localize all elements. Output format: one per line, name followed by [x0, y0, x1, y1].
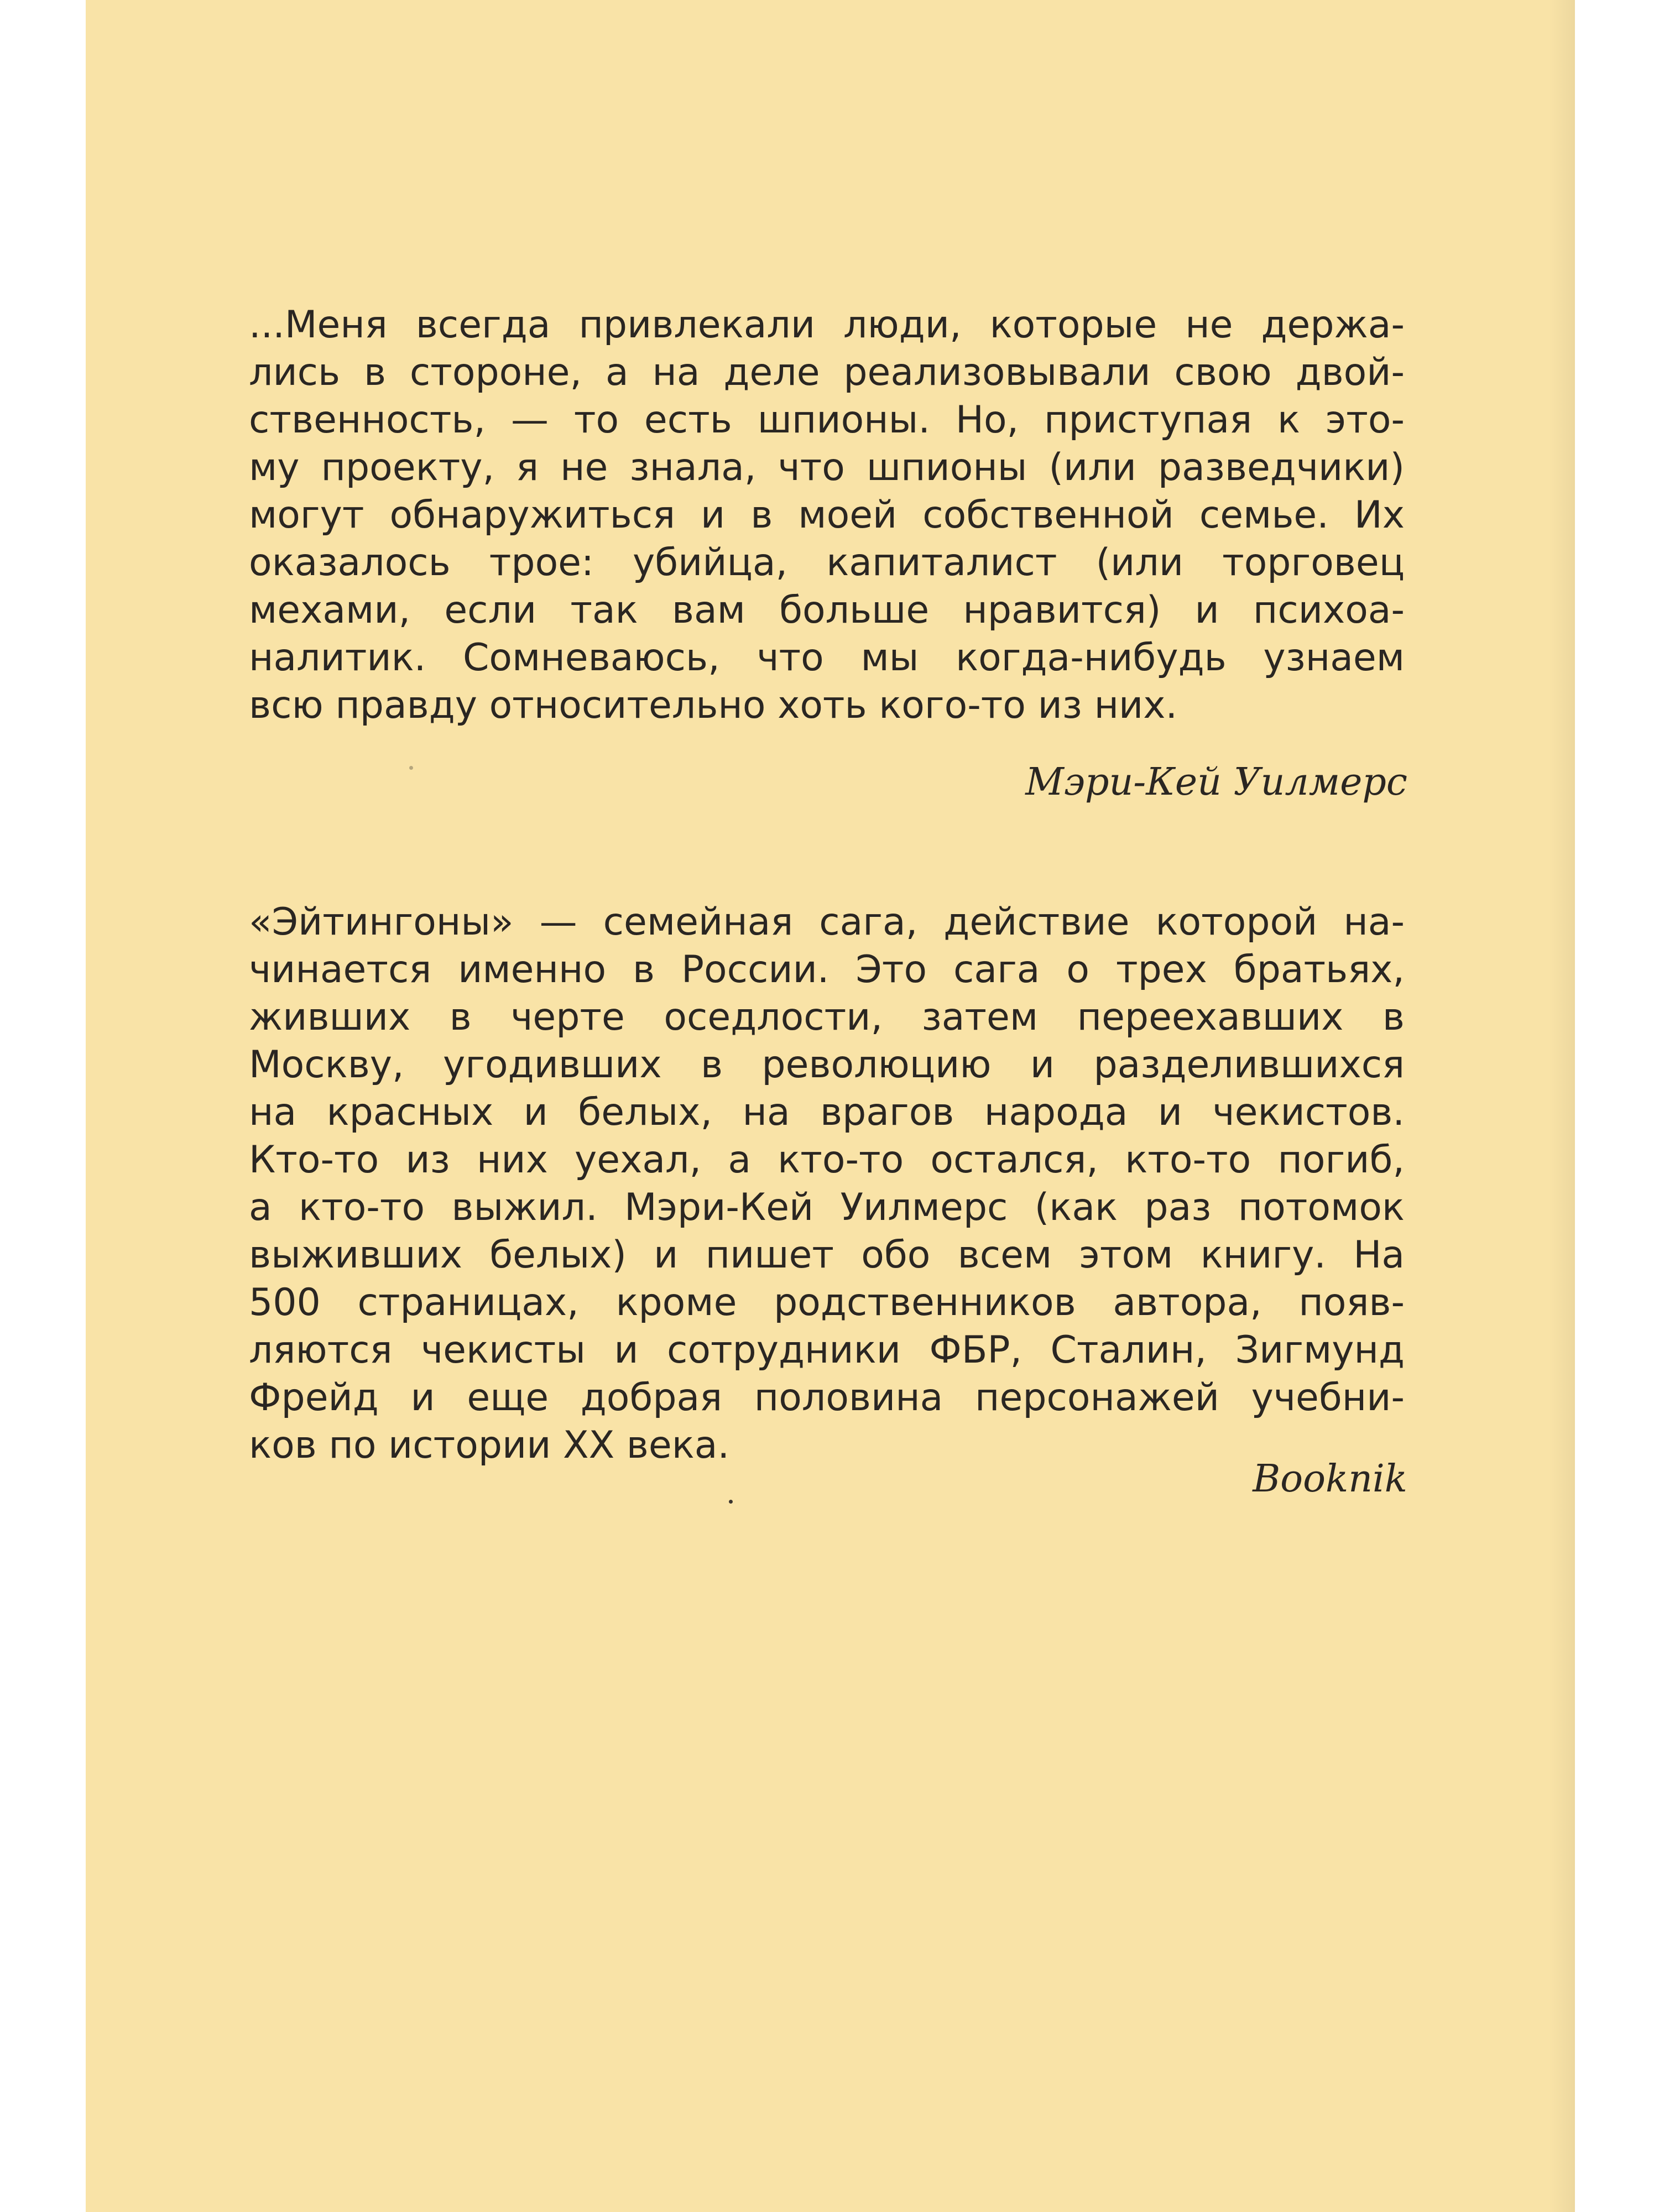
review-line: Фрейд и еще добрая половина персонажей учебни-: [249, 1376, 1405, 1420]
quote-line: ственность, — то есть шпионы. Но, приступая к это-: [249, 398, 1405, 442]
quote-author: Мэри-Кей Уилмерс: [1025, 760, 1407, 804]
review-line: выживших белых) и пишет обо всем этом книгу. На: [249, 1233, 1405, 1277]
review-line: ков по истории XX века.: [249, 1423, 730, 1467]
print-speck: [729, 1500, 733, 1504]
review-line: ляются чекисты и сотрудники ФБР, Сталин, Зигмунд: [249, 1328, 1405, 1372]
review-line: «Эйтингоны» — семейная сага, действие которой на-: [249, 900, 1405, 944]
print-speck: [409, 766, 413, 770]
review-line: 500 страницах, кроме родственников автора, появ-: [249, 1281, 1405, 1324]
review-source: Booknik: [1253, 1457, 1407, 1501]
review-line: чинается именно в России. Это сага о трех братьях,: [249, 948, 1405, 992]
review-paragraph: [249, 899, 1405, 1469]
quote-line: лись в стороне, а на деле реализовывали свою двой-: [249, 351, 1405, 394]
quote-line: всю правду относительно хоть кого-то из них.: [249, 684, 1178, 727]
review-line: на красных и белых, на врагов народа и чекистов.: [249, 1091, 1405, 1134]
quote-line: мехами, если так вам больше нравится) и психоа-: [249, 588, 1405, 632]
quote-line: оказалось трое: убийца, капиталист (или торговец: [249, 541, 1405, 585]
quote-line: могут обнаружиться и в моей собственной семье. Их: [249, 493, 1405, 537]
review-line: Москву, угодивших в революцию и разделившихся: [249, 1043, 1405, 1087]
review-line: Кто-то из них уехал, а кто-то остался, кто-то погиб,: [249, 1138, 1405, 1182]
review-line: а кто-то выжил. Мэри-Кей Уилмерс (как раз потомок: [249, 1186, 1405, 1229]
quote-line: ...Меня всегда привлекали люди, которые не держа-: [249, 303, 1405, 347]
quote-paragraph: [249, 301, 1405, 729]
cover-edge-shadow: [1548, 0, 1575, 2212]
review-line: живших в черте оседлости, затем переехавших в: [249, 995, 1405, 1039]
quote-line: налитик. Сомневаюсь, что мы когда-нибудь узнаем: [249, 636, 1405, 680]
quote-line: му проекту, я не знала, что шпионы (или разведчики): [249, 446, 1405, 489]
